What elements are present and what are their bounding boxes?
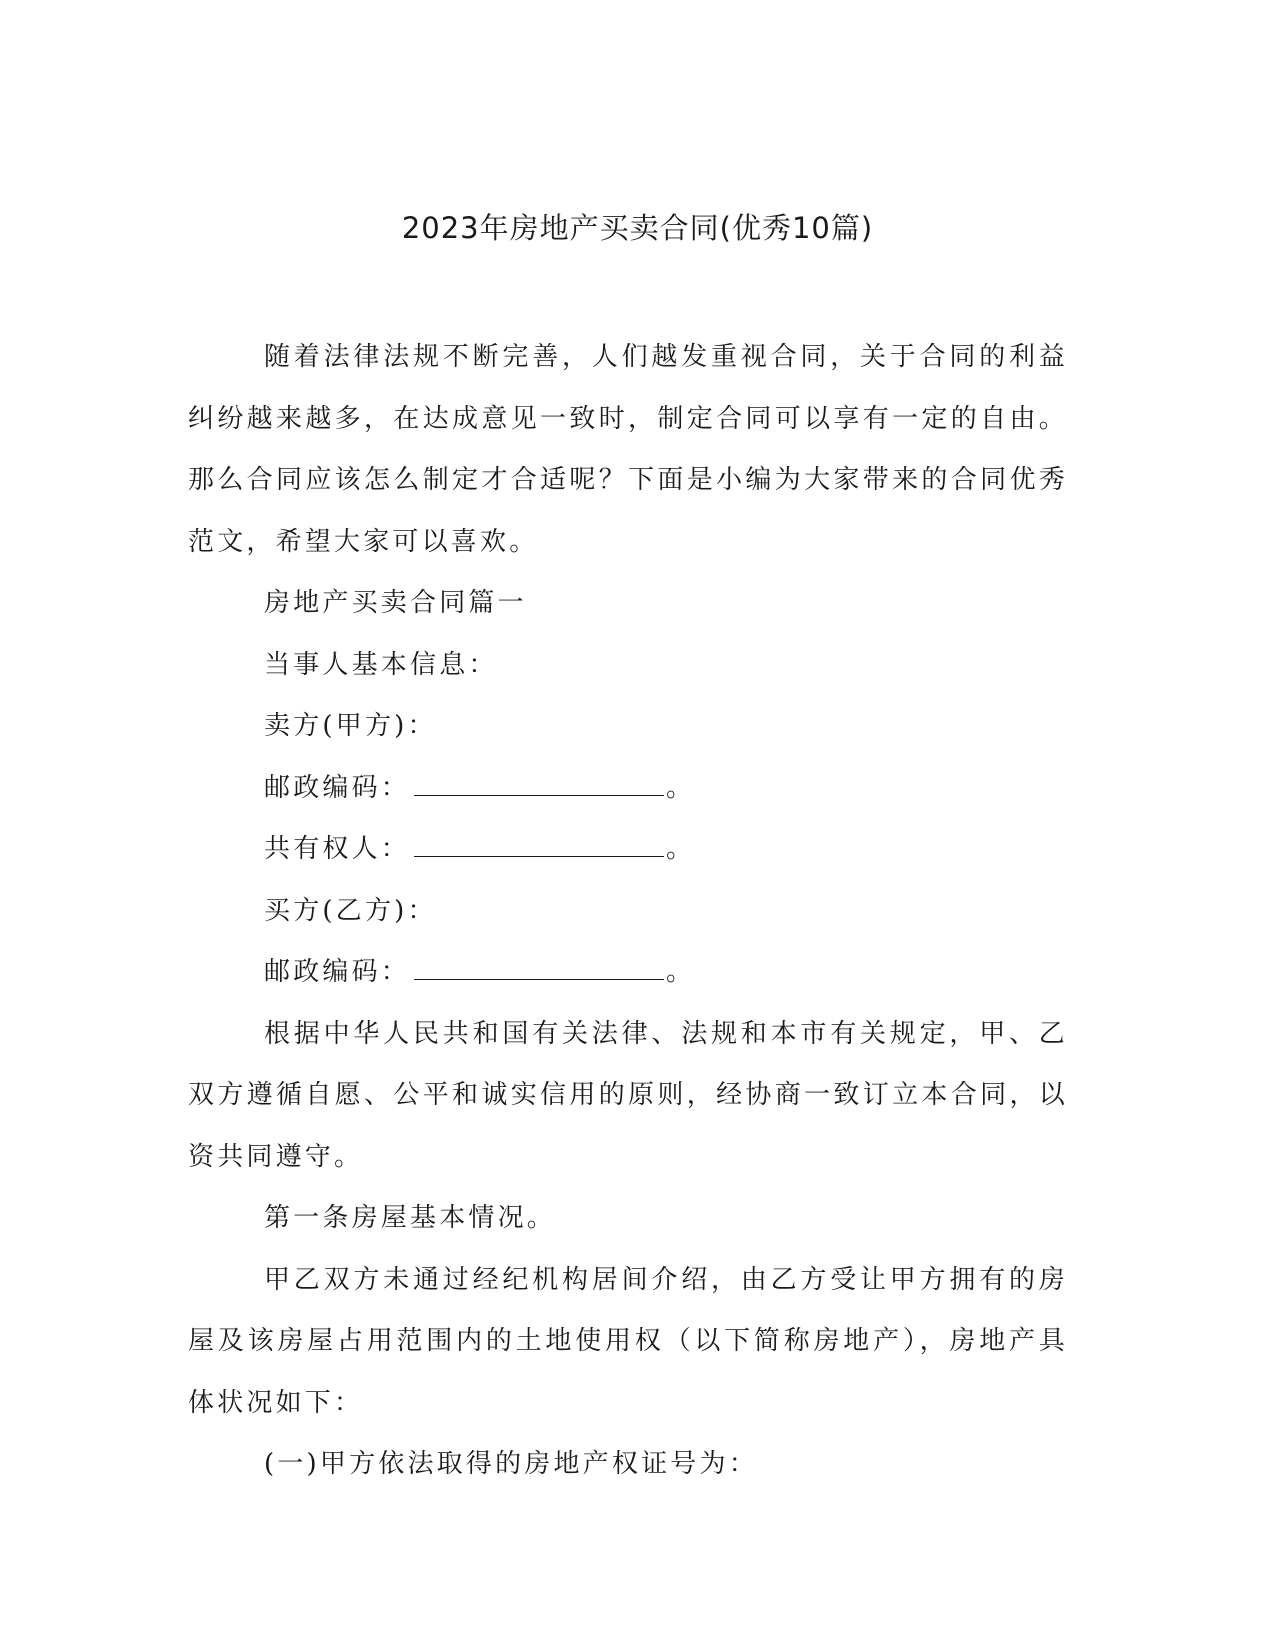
section-heading: 房地产买卖合同篇一 bbox=[264, 588, 527, 618]
buyer-postcode-label: 邮政编码： bbox=[264, 957, 411, 987]
buyer-label: 买方(乙方)： bbox=[264, 895, 437, 926]
co-owner-end: 。 bbox=[666, 834, 696, 864]
co-owner-label: 共有权人： bbox=[264, 834, 411, 864]
intro-paragraph: 随着法律法规不断完善，人们越发重视合同，关于合同的利益纠纷越来越多，在达成意见一致时，制定合同可以享有一定的自由。那么合同应该怎么制定才合适呢？下面是小编为大家带来的合同优秀范文，希望大家可以喜欢。 bbox=[188, 342, 1068, 557]
document-title: 2023年房地产买卖合同(优秀10篇) bbox=[401, 211, 874, 245]
document-body bbox=[188, 327, 1068, 1496]
article-one-paragraph: 甲乙双方未通过经纪机构居间介绍，由乙方受让甲方拥有的房屋及该房屋占用范围内的土地使用权（以下简称房地产），房地产具体状况如下： bbox=[188, 1264, 1068, 1418]
article-one-heading: 第一条房屋基本情况。 bbox=[264, 1203, 557, 1233]
co-owner-line bbox=[188, 819, 1068, 881]
buyer-postcode-end: 。 bbox=[666, 957, 696, 987]
seller-postcode-blank bbox=[414, 769, 664, 796]
co-owner-blank bbox=[414, 830, 664, 857]
seller-postcode-line bbox=[188, 758, 1068, 820]
buyer-postcode-blank bbox=[414, 953, 664, 980]
party-info-label: 当事人基本信息： bbox=[264, 649, 498, 680]
buyer-postcode-line bbox=[188, 942, 1068, 1004]
item-one-line: (一)甲方依法取得的房地产权证号为： bbox=[264, 1449, 758, 1479]
legal-basis-paragraph: 根据中华人民共和国有关法律、法规和本市有关规定，甲、乙双方遵循自愿、公平和诚实信用的原则，经协商一致订立本合同，以资共同遵守。 bbox=[188, 1018, 1068, 1172]
seller-label: 卖方(甲方)： bbox=[264, 711, 437, 741]
seller-postcode-label: 邮政编码： bbox=[264, 772, 411, 803]
seller-postcode-end: 。 bbox=[666, 772, 696, 803]
